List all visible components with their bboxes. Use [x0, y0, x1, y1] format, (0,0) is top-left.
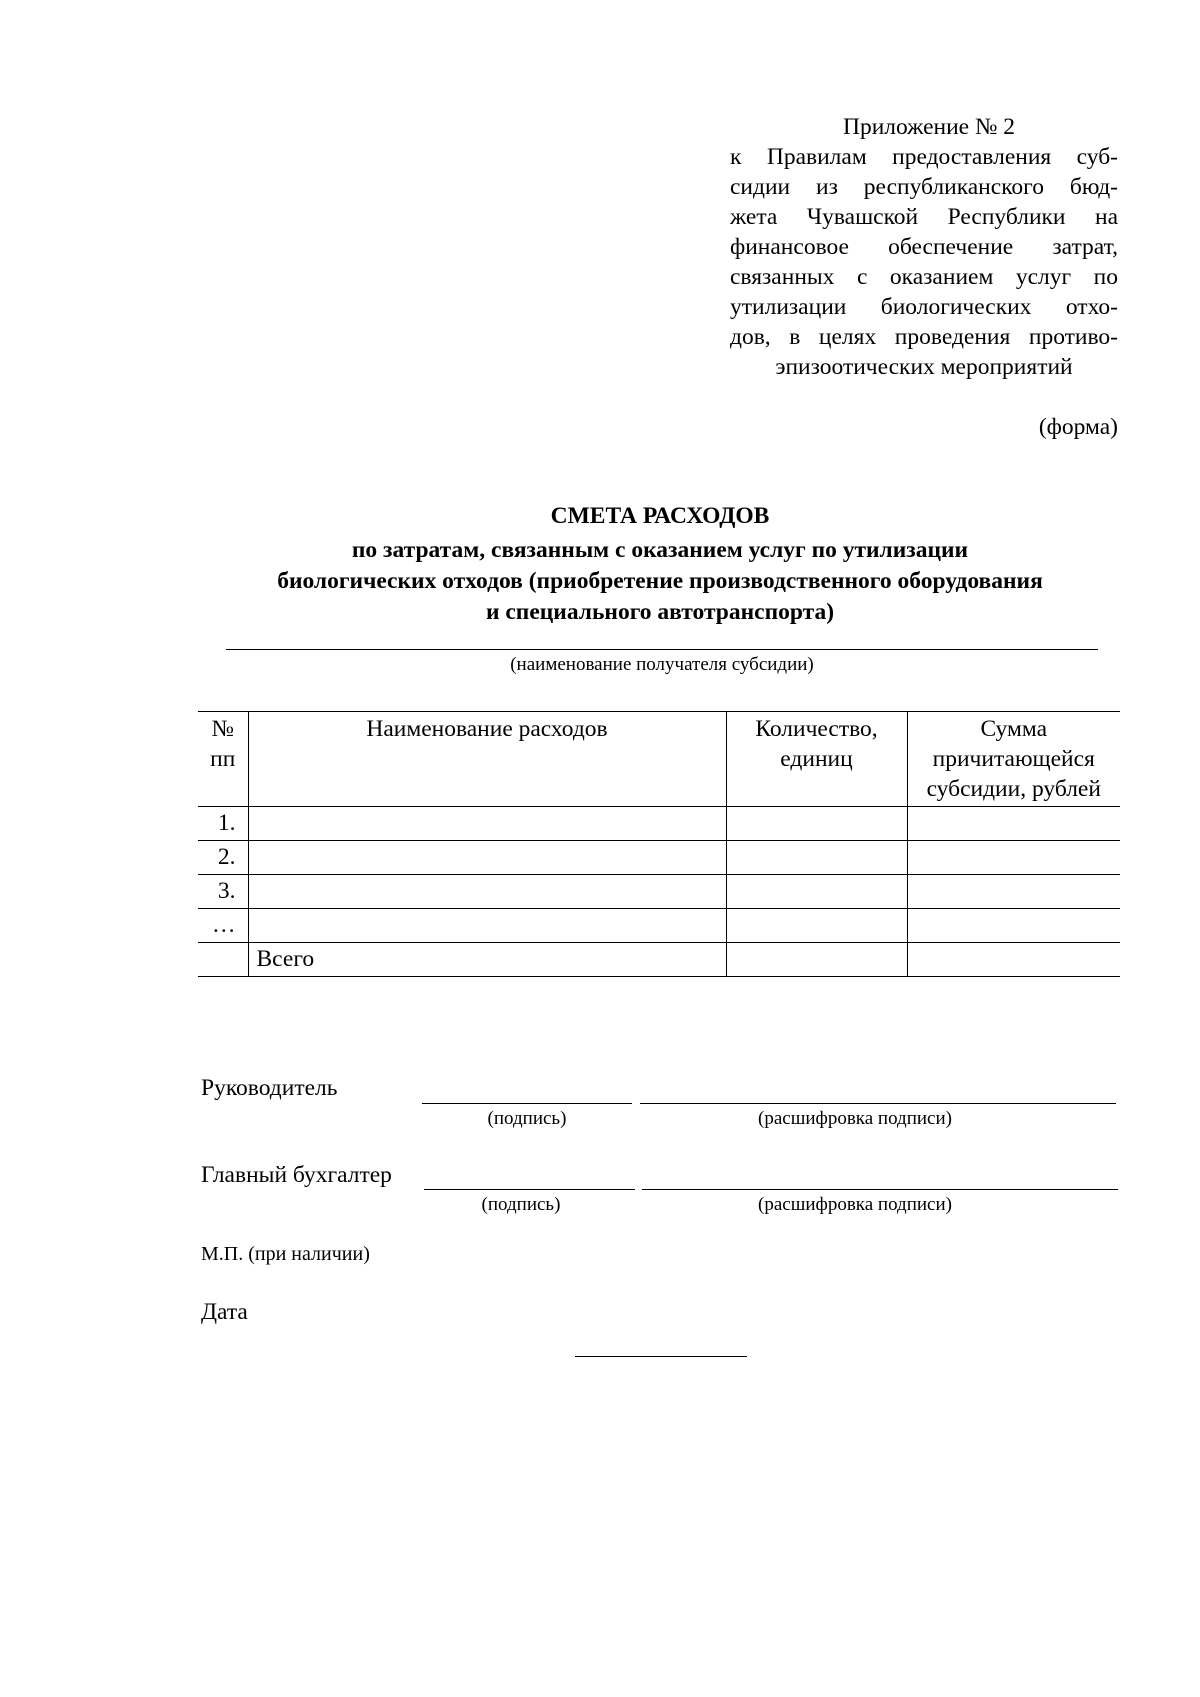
form-label: (форма) [1038, 414, 1118, 440]
sum-cell[interactable] [907, 909, 1120, 943]
appendix-line: дов, в целях проведения противо- [730, 324, 1118, 350]
sum-cell[interactable] [907, 841, 1120, 875]
appendix-line: сидии из республиканского бюд- [730, 174, 1118, 200]
quantity-cell[interactable] [726, 841, 907, 875]
expense-name-cell[interactable] [248, 841, 726, 875]
table-row [198, 909, 1120, 943]
quantity-cell[interactable] [726, 943, 907, 977]
appendix-line: финансовое обеспечение затрат, [730, 234, 1118, 260]
accountant-label: Главный бухгалтер [201, 1162, 392, 1188]
appendix-title: Приложение № 2 [842, 114, 1016, 140]
appendix-block [730, 112, 1118, 382]
appendix-line: жета Чувашской Республики на [730, 204, 1118, 230]
table-row [198, 807, 1120, 841]
row-number [198, 943, 248, 977]
sum-cell[interactable] [907, 875, 1120, 909]
header-name: Наименование расходов [248, 712, 726, 807]
expenses-table [198, 711, 1120, 977]
head-decoding-field[interactable] [640, 1103, 1116, 1104]
header-quantity: Количество, единиц [726, 712, 907, 807]
sum-cell[interactable] [907, 943, 1120, 977]
header-sum: Сумма причитающейся субсидии, рублей [907, 712, 1120, 807]
expense-name-cell[interactable] [248, 875, 726, 909]
header-number: № пп [198, 712, 248, 807]
head-label: Руководитель [201, 1075, 338, 1101]
subtitle-line: биологических отходов (приобретение производственного оборудования [277, 568, 1043, 594]
appendix-line: связанных с оказанием услуг по [730, 264, 1118, 290]
sum-cell[interactable] [907, 807, 1120, 841]
subtitle-line: и специального автотранспорта) [485, 599, 835, 625]
head-signature-field[interactable] [422, 1103, 632, 1104]
appendix-line: утилизации биологических отхо- [730, 294, 1118, 320]
expense-name-cell[interactable] [248, 909, 726, 943]
document-subtitle [200, 535, 1120, 628]
decoding-caption: (расшифровка подписи) [758, 1194, 952, 1215]
recipient-caption: (наименование получателя субсидии) [510, 654, 814, 675]
signature-caption: (подпись) [487, 1108, 567, 1129]
decoding-caption: (расшифровка подписи) [758, 1108, 952, 1129]
row-number: 1. [198, 807, 248, 841]
accountant-decoding-field[interactable] [642, 1189, 1118, 1190]
subtitle-line: по затратам, связанным с оказанием услуг по утилизации [351, 537, 969, 563]
row-number: 2. [198, 841, 248, 875]
quantity-cell[interactable] [726, 909, 907, 943]
footer-divider [575, 1356, 747, 1357]
row-number: 3. [198, 875, 248, 909]
row-number: … [198, 909, 248, 943]
table-row [198, 841, 1120, 875]
table-total-row [198, 943, 1120, 977]
recipient-name-field[interactable] [226, 649, 1098, 650]
signature-caption: (подпись) [481, 1194, 561, 1215]
appendix-line: эпизоотических мероприятий [775, 354, 1073, 380]
document-title: СМЕТА РАСХОДОВ [550, 503, 770, 529]
total-label: Всего [248, 943, 726, 977]
quantity-cell[interactable] [726, 875, 907, 909]
date-label: Дата [201, 1299, 248, 1325]
expense-name-cell[interactable] [248, 807, 726, 841]
accountant-signature-field[interactable] [424, 1189, 635, 1190]
table-row [198, 875, 1120, 909]
appendix-line: к Правилам предоставления суб- [730, 144, 1118, 170]
stamp-label: М.П. (при наличии) [201, 1243, 370, 1265]
table-header-row [198, 712, 1120, 807]
quantity-cell[interactable] [726, 807, 907, 841]
